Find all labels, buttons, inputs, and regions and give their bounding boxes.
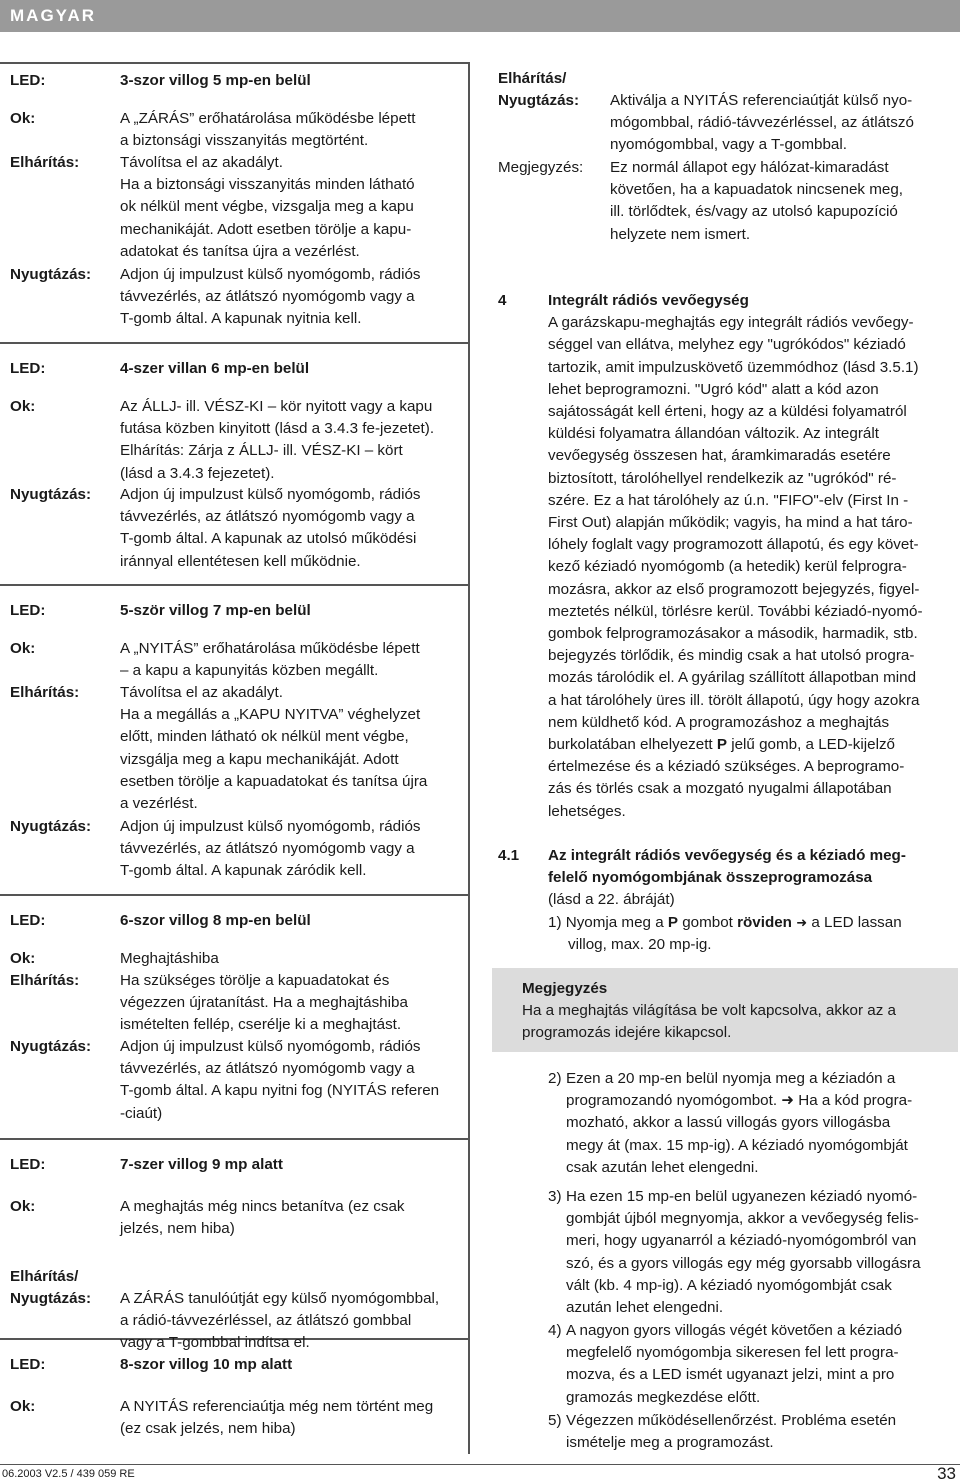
text-line: gombok felprogramozásakor a második, harmadik, stb.: [548, 625, 918, 643]
text-line: A nagyon gyors villogás végét követően a kéziadó: [566, 1322, 903, 1339]
text-line: azután lehet elengedni.: [566, 1299, 724, 1317]
section-number: 4.1: [498, 847, 520, 864]
row-text: [120, 1196, 465, 1240]
text-line: adatokat és tanítsa újra a vezérlést.: [120, 242, 360, 260]
led-code-block: [0, 586, 468, 896]
text-line: T-gomb által. A kapunak az utolsó működési: [120, 530, 417, 548]
text-line: 7-szer villog 9 mp alatt: [120, 1156, 283, 1173]
text-line: Meghajtáshiba: [120, 950, 219, 967]
text-line: meri, hogy ugyanarról a kéziadó-nyomógombról van: [566, 1232, 917, 1250]
text-line: értelmezése és a kéziadó szükséges. A beprogramo-: [548, 758, 905, 776]
footer-doc-id: 06.2003 V2.5 / 439 059 RE: [2, 1468, 135, 1480]
text-line: gramozás megkezdése előtt.: [566, 1388, 761, 1406]
row-text: [120, 108, 465, 152]
text-line: nem küldhető kód. A programozáshoz a meghajtás: [548, 713, 890, 731]
text-line: szére. Ez a hat tárolóhely az ú.n. "FIFO"-elv (First In -: [548, 491, 909, 509]
text-line: Az integrált rádiós vevőegység és a kéziadó meg-: [548, 847, 906, 864]
row-text: [120, 152, 465, 263]
text-line: távvezérlés, az átlátszó nyomógomb vagy a: [120, 508, 415, 526]
ack-label: Nyugtázás:: [498, 92, 580, 109]
text-line: távvezérlés, az átlátszó nyomógomb vagy a: [120, 1060, 415, 1078]
text-line: Aktiválja a NYITÁS referenciaútját külső nyo-: [610, 92, 913, 109]
text-line: zás és törlés csak a mozgató nyugalmi állapotában: [548, 780, 892, 798]
text-line: mógombbal, rádió-távvezérléssel, az átlátszó: [610, 114, 914, 132]
text-line: vált (kb. 4 mp-ig). A kéziadó nyomógombját csak: [566, 1276, 892, 1294]
remedy-label: Elhárítás/: [498, 70, 567, 87]
text-line: távvezérlés, az átlátszó nyomógomb vagy a: [120, 288, 415, 306]
text-line: vevőegység összesen hat, áramkimaradás esetére: [548, 447, 891, 465]
row-text: [120, 264, 465, 331]
text-line: Adjon új impulzust külső nyomógomb, rádiós: [120, 1038, 421, 1055]
text-line: ismételje meg a programozást.: [566, 1434, 774, 1452]
row-text: [120, 638, 465, 682]
text-line: nyomógombbal, vagy a T-gombbal.: [610, 136, 847, 154]
text-line: (ez csak jelzés, nem hiba): [120, 1420, 296, 1438]
row-label: Nyugtázás:: [10, 486, 92, 503]
row-label: Nyugtázás:: [10, 1038, 92, 1055]
row-text: [120, 682, 465, 815]
text-line: előtt, minden látható ok nélkül ment végbe,: [120, 728, 409, 746]
row-text: [120, 1036, 465, 1125]
text-line: programozandó nyomógombot. ➜ Ha a kód progra-: [566, 1092, 913, 1110]
section-body: [548, 312, 958, 734]
row-label: Nyugtázás:: [10, 818, 92, 835]
row-heading: [120, 1354, 465, 1376]
step-number: 4): [548, 1322, 562, 1339]
text-line: vagy a T-gombbal indítsa el.: [120, 1334, 310, 1352]
text-line: meztetés nélkül, törlésre kerül. További kéziadó-nyomó-: [548, 602, 923, 620]
step-number: 2): [548, 1070, 562, 1087]
row-label: Elhárítás:: [10, 684, 80, 701]
led-fault-table: [0, 62, 470, 1454]
row-heading: [120, 70, 465, 92]
text-line: a biztonsági visszanyitás megtörtént.: [120, 132, 369, 150]
step-text: [566, 1186, 960, 1319]
text-line: Ha szükséges törölje a kapuadatokat és: [120, 972, 390, 989]
row-label: Elhárítás:: [10, 972, 80, 989]
footer-divider: [0, 1464, 960, 1465]
text-line: gombját újból megnyomja, akkor a vevőegység felis-: [566, 1210, 919, 1228]
arrow-icon: ➜: [796, 914, 808, 930]
text-line: kező kéziadó nyomógomb (a hetedik) kerül felprogra-: [548, 558, 907, 576]
row-label: Nyugtázás:: [10, 266, 92, 283]
note-label: Megjegyzés:: [498, 159, 584, 176]
step-number: 3): [548, 1188, 562, 1205]
text-line: Távolítsa el az akadályt.: [120, 684, 283, 701]
text-line: esetben törölje a kapuadatokat és tanítsa újra: [120, 772, 428, 790]
text-line: küldési folyamatra állandóan változik. Az integrált: [548, 425, 879, 443]
text-line: Az ÁLLJ- ill. VÉSZ-KI – kör nyitott vagy a kapu: [120, 398, 433, 415]
text-line: Elhárítás: Zárja z ÁLLJ- ill. VÉSZ-KI – kört: [120, 442, 403, 460]
text-line: távvezérlés, az átlátszó nyomógomb vagy a: [120, 840, 415, 858]
text-line: Ez normál állapot egy hálózat-kimaradást: [610, 159, 889, 176]
text-line: vizsgálja meg a kapu mechanikáját. Adott: [120, 750, 399, 768]
section-title: Integrált rádiós vevőegység: [548, 292, 749, 309]
row-text: [120, 1396, 465, 1440]
text-line: felelő nyomógombjának összeprogramozása: [548, 869, 873, 887]
section-ref: (lásd a 22. ábráját): [548, 891, 675, 909]
text-line: a rádió-távvezérléssel, az átlátszó gombbal: [120, 1312, 412, 1330]
step-text: [566, 1410, 960, 1454]
text-line: lóhely foglalt vagy programozott állapotú, és egy követ-: [548, 536, 919, 554]
text-line: A ZÁRÁS tanulóútját egy külső nyomógombbal,: [120, 1290, 440, 1307]
page-number: 33: [937, 1464, 956, 1483]
row-label: Elhárítás:: [10, 154, 80, 171]
row-text: [120, 948, 465, 970]
text-line: A „ZÁRÁS” erőhatárolása működésbe lépett: [120, 110, 416, 127]
text-line: mozható, akkor a lassú villogás gyors villogásba: [566, 1114, 891, 1132]
text-line: Ezen a 20 mp-en belül nyomja meg a kéziadón a: [566, 1070, 896, 1087]
text-line: séggel van ellátva, melyhez egy "ugrókódos" kéziadó: [548, 336, 906, 354]
text-line: helyzete nem ismert.: [610, 225, 751, 243]
text-line: – a kapu a kapunyitás közben megállt.: [120, 662, 379, 680]
text-line: megfelelő nyomógombja sikeresen fel lett progra-: [566, 1344, 899, 1362]
text-line: mozva, és a LED ismét ugyanazt jelzi, mint a pro: [566, 1366, 895, 1384]
text-line: (lásd a 3.4.3 fejezetet).: [120, 464, 275, 482]
text-line: A garázskapu-meghajtás egy integrált rádiós vevőegy-: [548, 314, 914, 332]
step-number: 5): [548, 1412, 562, 1429]
note-box: [492, 968, 958, 1052]
row-text: [120, 396, 465, 485]
text-line: Adjon új impulzust külső nyomógomb, rádiós: [120, 266, 421, 283]
text-line: lehet beprogramozni. "Ugró kód" alatt a kód azon: [548, 380, 879, 398]
text-line: First Out) alapján működik; vagyis, ha mind a hat táro-: [548, 514, 913, 532]
row-label: Ok:: [10, 398, 36, 415]
text-line: mozás tárolódik el. A gyárilag szállított állapotban mind: [548, 669, 917, 687]
text-line: 5-ször villog 7 mp-en belül: [120, 602, 311, 619]
section-number: 4: [498, 292, 507, 309]
text-line: 3-szor villog 5 mp-en belül: [120, 72, 311, 89]
section-body-line-p: burkolatában elhelyezett P jelű gomb, a LED-kijelző: [548, 736, 895, 754]
remedy-text: [610, 90, 960, 157]
text-line: T-gomb által. A kapu nyitni fog (NYITÁS referen: [120, 1082, 440, 1100]
text-line: a vezérlést.: [120, 795, 198, 813]
note-title: Megjegyzés: [522, 980, 608, 997]
text-line: csak azután lehet elengedni.: [566, 1158, 759, 1176]
text-line: Adjon új impulzust külső nyomógomb, rádiós: [120, 486, 421, 503]
row-label: Ok:: [10, 1398, 36, 1415]
text-line: bejegyzés törlődik, és mindig csak a hat utolsó progra-: [548, 647, 915, 665]
step-1: 1) Nyomja meg a P gombot röviden ➜ a LED lassan: [548, 913, 902, 931]
row-heading: [120, 600, 465, 622]
text-line: Végezzen működésellenőrzést. Probléma esetén: [566, 1412, 897, 1429]
language-label: MAGYAR: [10, 6, 96, 25]
row-text: [120, 970, 465, 1037]
note-body: [522, 1000, 952, 1044]
text-line: végezzen újratanítást. Ha a meghajtáshiba: [120, 994, 408, 1012]
row-label: LED:: [10, 360, 46, 377]
text-line: T-gomb által. A kapunak nyitnia kell.: [120, 310, 362, 328]
text-line: Ha a megállás a „KAPU NYITVA” véghelyzet: [120, 706, 421, 724]
led-code-block: [0, 1340, 468, 1456]
text-line: A NYITÁS referenciaútja még nem történt meg: [120, 1398, 434, 1415]
text-line: Távolítsa el az akadályt.: [120, 154, 283, 171]
text-line: 4-szer villan 6 mp-en belül: [120, 360, 310, 377]
led-code-block: [0, 344, 468, 586]
row-text: [120, 816, 465, 883]
section-title: [548, 845, 958, 889]
row-text: [120, 484, 465, 573]
text-line: Adjon új impulzust külső nyomógomb, rádiós: [120, 818, 421, 835]
row-label: Ok:: [10, 950, 36, 967]
row-label: Ok:: [10, 110, 36, 127]
row-label: LED:: [10, 602, 46, 619]
text-line: jelzés, nem hiba): [120, 1220, 235, 1238]
text-line: követően, ha a kapuadatok nincsenek meg,: [610, 181, 903, 199]
note-text: [610, 157, 960, 246]
led-code-block: [0, 1140, 468, 1352]
row-label: LED:: [10, 912, 46, 929]
text-line: a hat tárolóhely üres ill. törölt állapotú, úgy hogy azokra: [548, 691, 920, 709]
row-heading: [120, 1154, 465, 1176]
text-line: megy át (max. 15 mp-ig). A kéziadó nyomógombját: [566, 1136, 908, 1154]
text-line: ill. törlődtek, és/vagy az utolsó kapupozíció: [610, 203, 898, 221]
text-line: szó, és a gyors villogás egy még gyorsabb villogásra: [566, 1254, 921, 1272]
text-line: mechanikáját. Adott esetben törölje a kapu-: [120, 220, 412, 238]
step-text: [566, 1320, 960, 1409]
row-label: Ok:: [10, 1198, 36, 1215]
led-code-block: [0, 64, 468, 344]
text-line: Ha ezen 15 mp-en belül ugyanezen kéziadó nyomó-: [566, 1188, 918, 1205]
text-line: mozásra, akkor az első programozott bejegyzés, figyel-: [548, 580, 920, 598]
text-line: 6-szor villog 8 mp-en belül: [120, 912, 311, 929]
text-line: T-gomb által. A kapunak záródik kell.: [120, 862, 367, 880]
row-label: LED:: [10, 1356, 46, 1373]
step-1-cont: villog, max. 20 mp-ig.: [568, 935, 712, 953]
text-line: iránnyal ellentétesen kell működnie.: [120, 552, 361, 570]
text-line: programozás idejére kikapcsol.: [522, 1024, 732, 1042]
section-body-after: [548, 756, 958, 823]
text-line: sajátosságát kell érteni, hogy az a küldési folyamatról: [548, 403, 907, 421]
text-line: A meghajtás még nincs betanítva (ez csak: [120, 1198, 405, 1215]
text-line: lehetséges.: [548, 802, 626, 820]
row-label: Elhárítás/ Nyugtázás:: [10, 1268, 92, 1308]
text-line: ok nélkül ment végbe, vizsgalja meg a kapu: [120, 198, 414, 216]
text-line: A „NYITÁS” erőhatárolása működésbe lépett: [120, 640, 420, 657]
text-line: 8-szor villog 10 mp alatt: [120, 1356, 293, 1373]
led-code-block: [0, 896, 468, 1140]
row-label: LED:: [10, 1156, 46, 1173]
text-line: Ha a meghajtás világítása be volt kapcsolva, akkor az a: [522, 1002, 896, 1020]
text-line: futása közben kinyitott (lásd a 3.4.3 fe-jezetet).: [120, 420, 435, 438]
text-line: Ha a biztonsági visszanyitás minden látható: [120, 176, 415, 194]
row-heading: [120, 358, 465, 380]
text-line: biztosított, tárolóhellyel rendelkezik az "ugrókód" ré-: [548, 469, 897, 487]
row-label: LED:: [10, 72, 46, 89]
step-text: [566, 1068, 960, 1179]
row-label: Ok:: [10, 640, 36, 657]
text-line: tartozik, amit impulzuskövető üzemmódhoz (lásd 3.5.1): [548, 358, 919, 376]
text-line: ismételten fellép, cserélje ki a meghajtást.: [120, 1016, 402, 1034]
row-heading: [120, 910, 465, 932]
language-header-bar: [0, 0, 960, 32]
text-line: -ciaút): [120, 1104, 163, 1122]
